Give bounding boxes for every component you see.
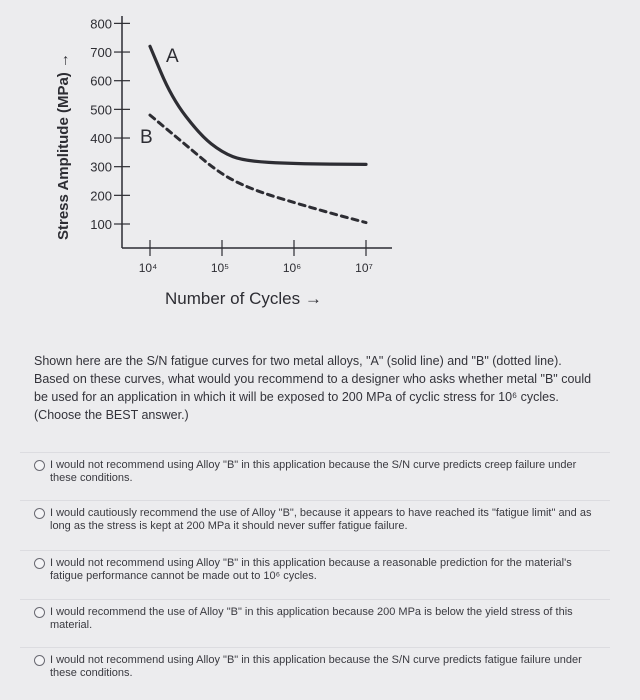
y-tick-label: 400 — [90, 131, 112, 147]
x-tick-label: 10⁶ — [282, 261, 302, 275]
answer-option[interactable] — [20, 599, 610, 638]
radio-button[interactable] — [34, 655, 45, 666]
answer-option-text: I would not recommend using Alloy "B" in this application because the S/N curve predicts creep failure under these conditions. — [50, 459, 577, 484]
y-tick-label: 700 — [90, 45, 112, 61]
x-ticks — [139, 240, 373, 275]
y-tick-label: 800 — [90, 16, 112, 32]
y-tick-label: 500 — [90, 102, 112, 118]
y-tick-label: 600 — [90, 73, 112, 89]
axes — [122, 16, 392, 248]
answer-option-text: I would recommend the use of Alloy "B" in this application because 200 MPa is below the yield stress of this material. — [50, 606, 573, 631]
answer-option[interactable] — [20, 452, 610, 491]
answer-option-text: I would not recommend using Alloy "B" in this application because the S/N curve predicts fatigue failure under these conditions. — [50, 654, 582, 679]
curves — [140, 46, 366, 223]
radio-button[interactable] — [34, 607, 45, 618]
answer-option[interactable] — [20, 500, 610, 539]
y-tick-label: 100 — [90, 217, 112, 232]
x-tick-label: 10⁴ — [138, 261, 158, 275]
series-b-curve — [150, 115, 366, 222]
x-axis-label: Number of Cycles → — [165, 289, 322, 308]
sn-chart — [0, 0, 640, 330]
x-tick-label: 10⁷ — [355, 261, 373, 275]
radio-button[interactable] — [34, 460, 45, 471]
answer-option[interactable] — [20, 647, 610, 686]
answer-option[interactable] — [20, 550, 610, 589]
question-text: Shown here are the S/N fatigue curves for two metal alloys, "A" (solid line) and "B" (dotted line). Based on these curves, what would you recommend to a designer who asks whether metal "B" could be used for an application in which it will be exposed to 200 MPa of cyclic stress for 10⁶ cycles. (Choose the BEST answer.) — [34, 354, 592, 422]
y-tick-label: 300 — [90, 159, 112, 175]
radio-button[interactable] — [34, 508, 45, 519]
series-label-a: A — [166, 46, 179, 67]
y-ticks — [90, 16, 130, 232]
series-a-curve — [150, 46, 366, 164]
y-tick-label: 200 — [90, 188, 112, 204]
answer-option-text: I would not recommend using Alloy "B" in this application because a reasonable prediction for the material's fatigue performance cannot be made out to 10⁶ cycles. — [50, 557, 572, 582]
x-tick-label: 10⁵ — [210, 261, 230, 275]
y-axis-label: Stress Amplitude (MPa) → — [55, 53, 72, 240]
series-label-b: B — [140, 127, 153, 148]
answer-option-text: I would cautiously recommend the use of Alloy "B", because it appears to have reached its "fatigue limit" and as long as the stress is kept at 200 MPa it should never suffer fatigue failure. — [50, 507, 592, 532]
radio-button[interactable] — [34, 558, 45, 569]
